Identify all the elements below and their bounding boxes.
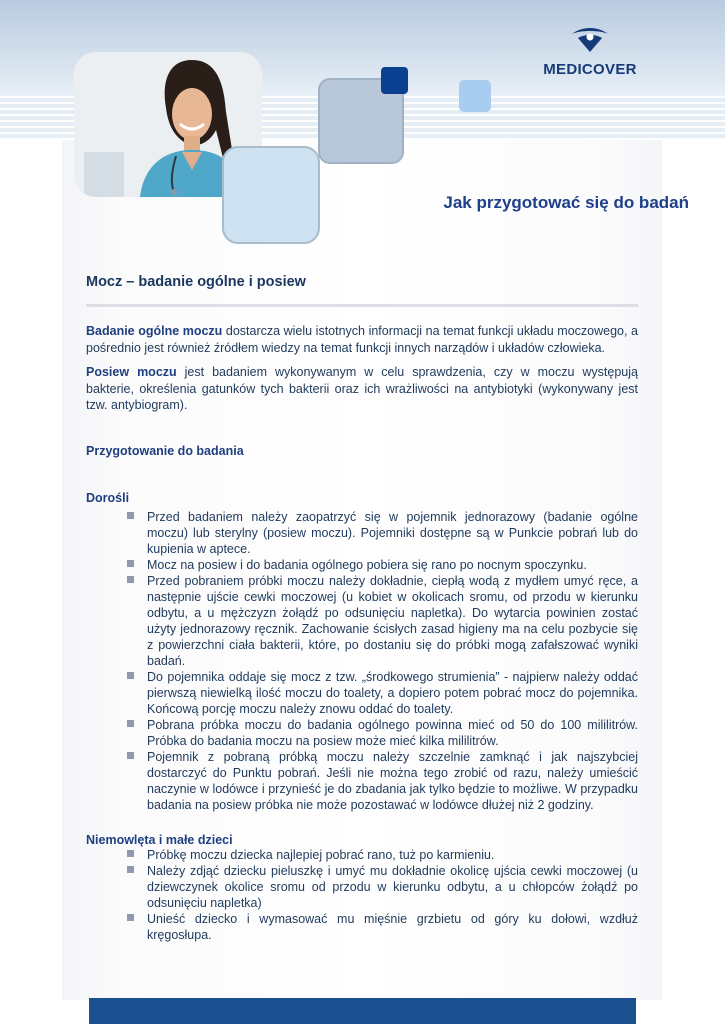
decor-square-dark xyxy=(381,67,408,94)
bullet-icon xyxy=(127,560,134,567)
main-content xyxy=(86,274,638,943)
list-item-text: Unieść dziecko i wymasować mu mięśnie grzbietu od góry ku dołowi, wzdłuż kręgosłupa. xyxy=(147,911,638,942)
list-item-text: Należy zdjąć dziecku pieluszkę i umyć mu dokładnie okolicę ujścia cewki moczowej (u dziewczynek okolice sromu od przodu w kierunku odbytu, a u chłopców żołądź po odsunięciu napletka) xyxy=(147,863,638,910)
bullet-icon xyxy=(127,866,134,873)
divider xyxy=(86,304,638,307)
medicover-logo xyxy=(540,24,640,80)
list-item xyxy=(147,863,638,911)
medicover-logo-icon xyxy=(568,24,612,54)
intro-paragraph xyxy=(86,323,638,356)
list-item-text: Pobrana próbka moczu do badania ogólnego powinna mieć od 50 do 100 mililitrów. Próbka do badania moczu na posiew może mieć kilka mililitrów. xyxy=(147,717,638,748)
intro-text: dostarcza wielu istotnych informacji na temat funkcji układu moczowego, a pośrednio jest również źródłem wiedzy na temat funkcji innych narządów i układów człowieka. xyxy=(86,324,638,355)
bullet-icon xyxy=(127,914,134,921)
list-item-text: Do pojemnika oddaje się mocz z tzw. „środkowego strumienia” - najpierw należy oddać pierwszą niewielką ilość moczu do toalety, a dopiero potem pobrać mocz do pojemnika. Końcową porcję moczu należy znowu oddać do toalety. xyxy=(147,669,638,716)
preparation-heading: Przygotowanie do badania xyxy=(86,443,244,458)
list-item-text: Pojemnik z pobraną próbką moczu należy szczelnie zamknąć i jak najszybciej dostarczyć do Punktu pobrań. Jeśli nie można tego zrobić od razu, należy umieścić naczynie w lodówce i przynieść je do zbadania jak tylko będzie to możliwe. W przypadku badania na posiew próbka nie może pozostawać w lodówce dłużej niż 2 godziny. xyxy=(147,749,638,812)
list-item xyxy=(147,847,638,863)
intro-term: Posiew moczu xyxy=(86,365,177,379)
list-item xyxy=(147,749,638,813)
bullet-icon xyxy=(127,576,134,583)
bullet-icon xyxy=(127,672,134,679)
children-list xyxy=(86,847,638,943)
children-heading: Niemowlęta i małe dzieci xyxy=(86,832,233,847)
logo-text: MEDICOVER xyxy=(543,61,637,78)
bullet-icon xyxy=(127,752,134,759)
adults-list xyxy=(86,509,638,813)
list-item-text: Przed pobraniem próbki moczu należy dokładnie, ciepłą wodą z mydłem umyć ręce, a następnie ujście cewki moczowej (u kobiet w okolicach sromu, od przodu w kierunku odbytu, a u mężczyzn żołądź po odsunięciu napletka). Do wytarcia powinien zostać użyty jednorazowy ręcznik. Zachowanie ścisłych zasad higieny ma na celu pozbycie się z powierzchni ciała bakterii, które, po dostaniu się do próbki mogą zafałszować wyniki badań. xyxy=(147,573,638,668)
list-item xyxy=(147,717,638,749)
footer-bar xyxy=(89,998,636,1024)
decor-square-light xyxy=(459,80,491,112)
bullet-icon xyxy=(127,720,134,727)
list-item-text: Przed badaniem należy zaopatrzyć się w pojemnik jednorazowy (badanie ogólne moczu) lub sterylny (posiew moczu). Pojemniki dostępne są w Punkcie pobrań lub do kupienia w aptece. xyxy=(147,509,638,556)
list-item xyxy=(147,509,638,557)
list-item-text: Mocz na posiew i do badania ogólnego pobiera się rano po nocnym spoczynku. xyxy=(147,557,587,572)
page-heading: Jak przygotować się do badań xyxy=(443,193,689,212)
bullet-icon xyxy=(127,512,134,519)
bullet-icon xyxy=(127,850,134,857)
list-item xyxy=(147,911,638,943)
intro-paragraph xyxy=(86,364,638,414)
adults-heading: Dorośli xyxy=(86,490,130,505)
list-item xyxy=(147,669,638,717)
list-item-text: Próbkę moczu dziecka najlepiej pobrać rano, tuż po karmieniu. xyxy=(147,847,495,862)
section-title: Mocz – badanie ogólne i posiew xyxy=(86,274,306,290)
list-item xyxy=(147,557,638,573)
intro-term: Badanie ogólne moczu xyxy=(86,324,223,338)
decor-square-large xyxy=(222,146,320,244)
intro-text: jest badaniem wykonywanym w celu sprawdzenia, czy w moczu występują bakterie, określenia gatunków tych bakterii oraz ich wrażliwości na antybiotyki (wykonywany jest tzw. antybiogram). xyxy=(86,365,638,412)
list-item xyxy=(147,573,638,669)
